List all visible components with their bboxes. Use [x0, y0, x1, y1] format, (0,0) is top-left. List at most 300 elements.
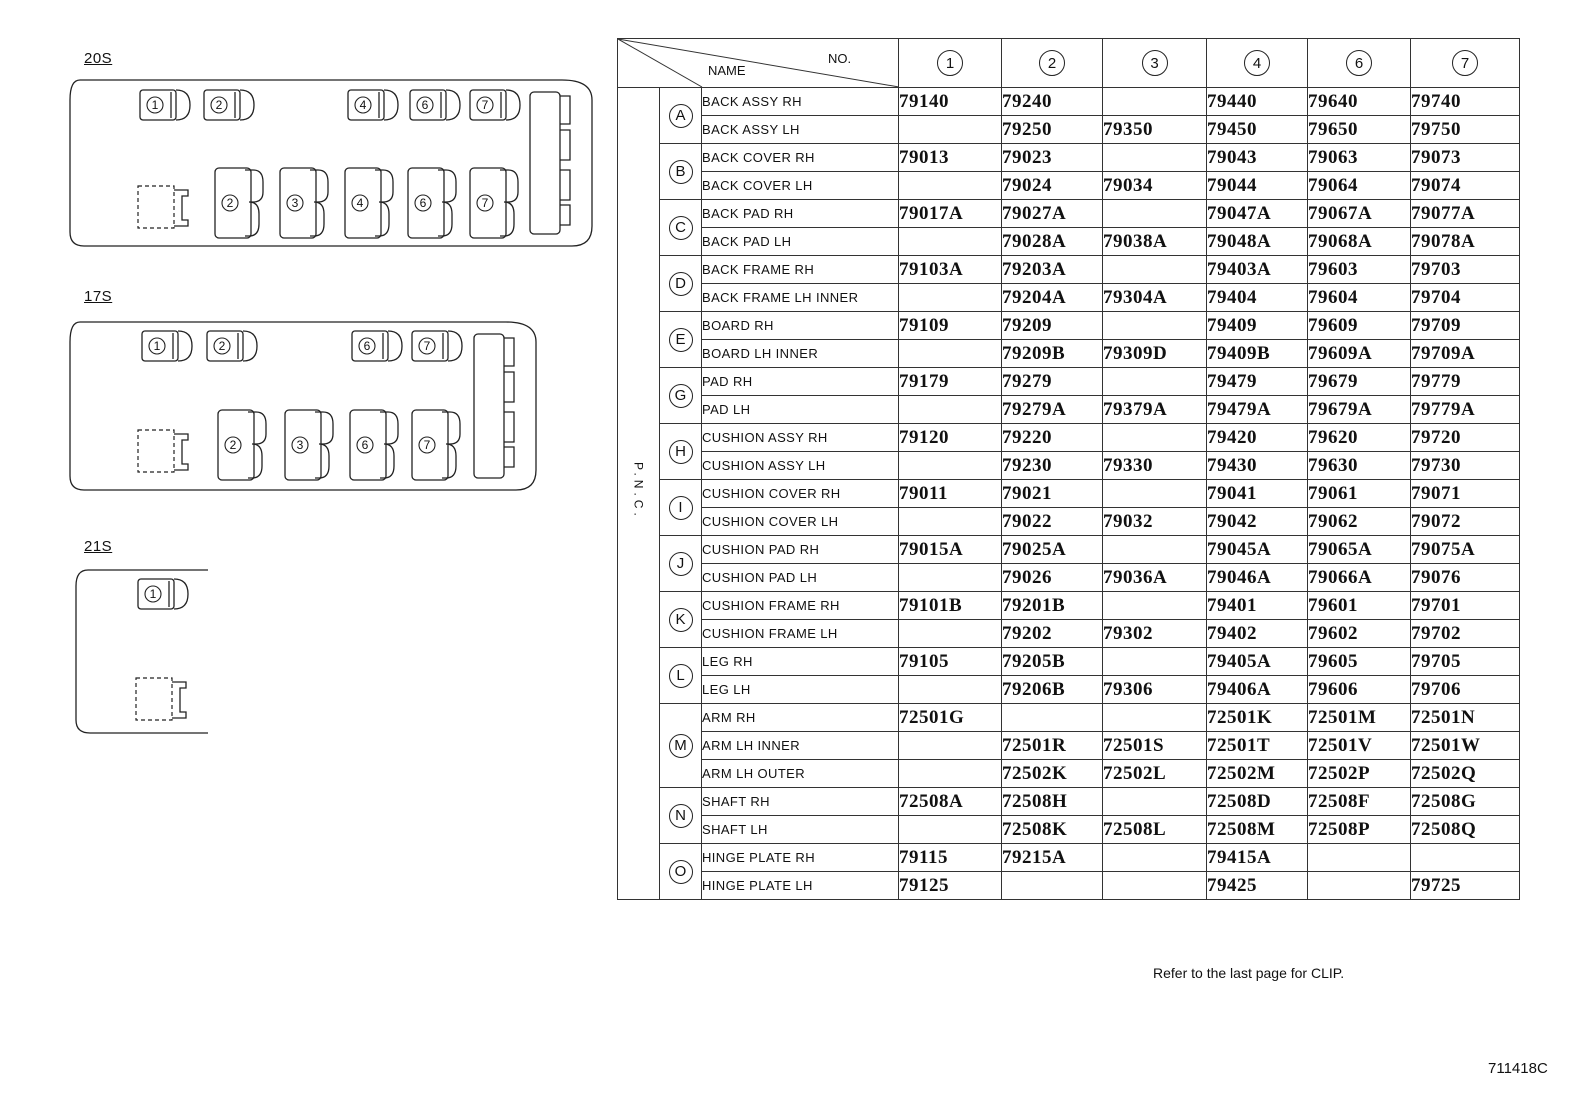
- part-code: [1103, 788, 1207, 816]
- table-row: [618, 536, 1520, 564]
- part-name: PAD LH: [702, 396, 899, 424]
- part-code: 72508K: [1002, 816, 1103, 844]
- seat-back-outline: [243, 331, 257, 361]
- part-code: 79066A: [1308, 564, 1411, 592]
- part-code: 79034: [1103, 172, 1207, 200]
- part-code: 79063: [1308, 144, 1411, 172]
- part-code: 79025A: [1002, 536, 1103, 564]
- group-letter-badge: J: [669, 552, 693, 576]
- part-code: 72508L: [1103, 816, 1207, 844]
- group-letter-badge: O: [669, 860, 693, 884]
- group-letter-cell: [660, 424, 702, 480]
- driver-seat-outline: [136, 678, 172, 720]
- part-code: 79013: [899, 144, 1002, 172]
- table-row: [618, 676, 1520, 704]
- part-code: [899, 620, 1002, 648]
- part-code: 79109: [899, 312, 1002, 340]
- part-code: 79205B: [1002, 648, 1103, 676]
- part-code: 79630: [1308, 452, 1411, 480]
- part-code: 79330: [1103, 452, 1207, 480]
- part-code: 79032: [1103, 508, 1207, 536]
- column-header-6: [1308, 39, 1411, 88]
- part-code: 72501N: [1411, 704, 1520, 732]
- part-code: 72501W: [1411, 732, 1520, 760]
- part-code: 79302: [1103, 620, 1207, 648]
- group-letter-badge: G: [669, 384, 693, 408]
- column-number-badge: 2: [1039, 50, 1065, 76]
- seat-number: 2: [226, 196, 234, 210]
- seat-number: 4: [359, 98, 367, 112]
- part-name: HINGE PLATE RH: [702, 844, 899, 872]
- column-number-badge: 4: [1244, 50, 1270, 76]
- part-code: 79779: [1411, 368, 1520, 396]
- part-code: 72502Q: [1411, 760, 1520, 788]
- table-row: [618, 844, 1520, 872]
- part-name: CUSHION PAD LH: [702, 564, 899, 592]
- part-code: [899, 452, 1002, 480]
- part-code: 72501T: [1207, 732, 1308, 760]
- group-letter-cell: [660, 536, 702, 592]
- seat-number: 7: [423, 339, 431, 353]
- part-code: 79604: [1308, 284, 1411, 312]
- part-code: 79078A: [1411, 228, 1520, 256]
- layout-label-20s: 20S: [84, 50, 113, 67]
- table-row: [618, 312, 1520, 340]
- group-letter-cell: [660, 312, 702, 368]
- part-code: 79043: [1207, 144, 1308, 172]
- part-code: 79425: [1207, 872, 1308, 900]
- part-code: 79202: [1002, 620, 1103, 648]
- part-code: [1103, 704, 1207, 732]
- bus-body-outline: [70, 322, 536, 490]
- group-letter-badge: L: [669, 664, 693, 688]
- drawing-number: 711418C: [1488, 1060, 1548, 1077]
- part-code: 79401: [1207, 592, 1308, 620]
- part-name: PAD RH: [702, 368, 899, 396]
- part-code: [1103, 368, 1207, 396]
- seat-back-outline: [442, 412, 460, 478]
- part-code: 79403A: [1207, 256, 1308, 284]
- part-code: [1103, 256, 1207, 284]
- table-row: [618, 760, 1520, 788]
- part-code: 72508Q: [1411, 816, 1520, 844]
- part-code: 79015A: [899, 536, 1002, 564]
- table-row: [618, 452, 1520, 480]
- part-code: 79603: [1308, 256, 1411, 284]
- bus-diagram-20s: [70, 80, 592, 246]
- part-code: [1103, 536, 1207, 564]
- part-name: BACK FRAME LH INNER: [702, 284, 899, 312]
- part-code: [1002, 872, 1103, 900]
- part-name: CUSHION PAD RH: [702, 536, 899, 564]
- part-name: BOARD LH INNER: [702, 340, 899, 368]
- seating-diagrams: [0, 0, 620, 760]
- part-code: 79017A: [899, 200, 1002, 228]
- seat-back-outline: [438, 170, 456, 236]
- part-code: 72502P: [1308, 760, 1411, 788]
- part-code: 79140: [899, 88, 1002, 116]
- table-body: [618, 88, 1520, 900]
- table-row: [618, 396, 1520, 424]
- part-code: 79230: [1002, 452, 1103, 480]
- part-code: 79026: [1002, 564, 1103, 592]
- part-code: 79240: [1002, 88, 1103, 116]
- rear-bench-outline: [474, 334, 504, 478]
- part-code: 79709A: [1411, 340, 1520, 368]
- part-code: [899, 816, 1002, 844]
- part-name: CUSHION ASSY RH: [702, 424, 899, 452]
- part-code: 79279A: [1002, 396, 1103, 424]
- part-code: 79215A: [1002, 844, 1103, 872]
- header-diagonal-lines: [618, 39, 899, 87]
- part-name: LEG LH: [702, 676, 899, 704]
- part-code: 79047A: [1207, 200, 1308, 228]
- part-code: 72508D: [1207, 788, 1308, 816]
- part-code: [1103, 144, 1207, 172]
- part-code: 72502K: [1002, 760, 1103, 788]
- group-letter-cell: [660, 704, 702, 788]
- part-name: CUSHION COVER LH: [702, 508, 899, 536]
- group-letter-badge: D: [669, 272, 693, 296]
- table-row: [618, 368, 1520, 396]
- seat-back-outline: [315, 412, 333, 478]
- column-number-badge: 6: [1346, 50, 1372, 76]
- part-code: 79379A: [1103, 396, 1207, 424]
- part-code: [1308, 844, 1411, 872]
- pnc-label: P.N.C.: [631, 462, 646, 520]
- seat-back-outline: [174, 579, 188, 609]
- part-code: 72501G: [899, 704, 1002, 732]
- seat-number: 6: [421, 98, 429, 112]
- group-letter-badge: K: [669, 608, 693, 632]
- part-name: CUSHION FRAME RH: [702, 592, 899, 620]
- table-row: [618, 732, 1520, 760]
- seat-number: 2: [218, 339, 226, 353]
- part-code: [1308, 872, 1411, 900]
- seat-back-outline: [375, 170, 393, 236]
- part-code: 79703: [1411, 256, 1520, 284]
- part-code: [899, 508, 1002, 536]
- part-code: 72508G: [1411, 788, 1520, 816]
- part-code: 79048A: [1207, 228, 1308, 256]
- part-code: 79075A: [1411, 536, 1520, 564]
- table-row: [618, 648, 1520, 676]
- part-code: 72508M: [1207, 816, 1308, 844]
- part-code: 79074: [1411, 172, 1520, 200]
- part-name: BACK ASSY RH: [702, 88, 899, 116]
- table-row: [618, 620, 1520, 648]
- part-code: 79101B: [899, 592, 1002, 620]
- part-code: 79011: [899, 480, 1002, 508]
- table-row: [618, 480, 1520, 508]
- header-no-label: NO.: [828, 51, 852, 66]
- part-code: 79725: [1411, 872, 1520, 900]
- part-code: 72501V: [1308, 732, 1411, 760]
- seat-back-outline: [448, 331, 462, 361]
- part-code: 72508F: [1308, 788, 1411, 816]
- part-code: 79201B: [1002, 592, 1103, 620]
- part-code: 72501R: [1002, 732, 1103, 760]
- table-row: [618, 284, 1520, 312]
- part-code: 79125: [899, 872, 1002, 900]
- seat-number: 7: [423, 438, 431, 452]
- part-code: 79067A: [1308, 200, 1411, 228]
- seat-number: 3: [291, 196, 299, 210]
- part-code: 72501M: [1308, 704, 1411, 732]
- part-code: [1103, 592, 1207, 620]
- group-letter-cell: [660, 88, 702, 144]
- part-code: 79045A: [1207, 536, 1308, 564]
- part-code: 79024: [1002, 172, 1103, 200]
- part-code: 79038A: [1103, 228, 1207, 256]
- bus-diagram-21s: [76, 570, 208, 733]
- layout-label-21s: 21S: [84, 538, 113, 555]
- group-letter-cell: [660, 200, 702, 256]
- part-code: 79115: [899, 844, 1002, 872]
- part-code: [1002, 704, 1103, 732]
- seat-back-outline: [380, 412, 398, 478]
- part-code: 79179: [899, 368, 1002, 396]
- part-code: [1411, 844, 1520, 872]
- part-code: 79061: [1308, 480, 1411, 508]
- group-letter-badge: A: [669, 104, 693, 128]
- table-row: [618, 424, 1520, 452]
- part-code: 72508H: [1002, 788, 1103, 816]
- table-row: [618, 564, 1520, 592]
- table-row: [618, 340, 1520, 368]
- part-code: 79740: [1411, 88, 1520, 116]
- part-code: [1103, 200, 1207, 228]
- part-code: 79679: [1308, 368, 1411, 396]
- part-code: 72502L: [1103, 760, 1207, 788]
- column-header-3: [1103, 39, 1207, 88]
- header-name-no-cell: [618, 39, 899, 88]
- group-letter-badge: M: [669, 734, 693, 758]
- part-code: 72501S: [1103, 732, 1207, 760]
- seat-number: 6: [419, 196, 427, 210]
- seat-back-outline: [178, 331, 192, 361]
- table-row: [618, 872, 1520, 900]
- part-code: 79206B: [1002, 676, 1103, 704]
- group-letter-cell: [660, 592, 702, 648]
- part-code: 79350: [1103, 116, 1207, 144]
- part-code: 79023: [1002, 144, 1103, 172]
- column-number-badge: 1: [937, 50, 963, 76]
- part-code: 79709: [1411, 312, 1520, 340]
- group-letter-cell: [660, 480, 702, 536]
- table-row: [618, 704, 1520, 732]
- part-name: BOARD RH: [702, 312, 899, 340]
- part-code: 79041: [1207, 480, 1308, 508]
- group-letter-badge: I: [669, 496, 693, 520]
- part-code: 79120: [899, 424, 1002, 452]
- part-code: 79430: [1207, 452, 1308, 480]
- part-code: 79609: [1308, 312, 1411, 340]
- seat-number: 6: [361, 438, 369, 452]
- part-code: [899, 396, 1002, 424]
- table-row: [618, 172, 1520, 200]
- part-code: 79062: [1308, 508, 1411, 536]
- table-row: [618, 88, 1520, 116]
- part-code: 79602: [1308, 620, 1411, 648]
- part-code: 79601: [1308, 592, 1411, 620]
- part-code: 72501K: [1207, 704, 1308, 732]
- part-code: 79220: [1002, 424, 1103, 452]
- part-code: 79071: [1411, 480, 1520, 508]
- seat-number: 2: [215, 98, 223, 112]
- part-code: 79072: [1411, 508, 1520, 536]
- part-code: 79415A: [1207, 844, 1308, 872]
- part-code: 79036A: [1103, 564, 1207, 592]
- part-code: 79042: [1207, 508, 1308, 536]
- seat-back-outline: [446, 90, 460, 120]
- table-row: [618, 816, 1520, 844]
- table-row: [618, 228, 1520, 256]
- column-number-badge: 3: [1142, 50, 1168, 76]
- part-code: 79779A: [1411, 396, 1520, 424]
- part-code: 79750: [1411, 116, 1520, 144]
- part-code: [1103, 424, 1207, 452]
- part-code: 79730: [1411, 452, 1520, 480]
- part-code: 79203A: [1002, 256, 1103, 284]
- part-code: [899, 732, 1002, 760]
- part-code: 79405A: [1207, 648, 1308, 676]
- part-name: ARM RH: [702, 704, 899, 732]
- part-code: 79304A: [1103, 284, 1207, 312]
- group-letter-cell: [660, 144, 702, 200]
- group-letter-cell: [660, 368, 702, 424]
- part-code: 79609A: [1308, 340, 1411, 368]
- part-name: ARM LH INNER: [702, 732, 899, 760]
- part-code: [899, 760, 1002, 788]
- part-name: BACK PAD LH: [702, 228, 899, 256]
- part-code: 79209B: [1002, 340, 1103, 368]
- column-header-7: [1411, 39, 1520, 88]
- part-code: 79028A: [1002, 228, 1103, 256]
- table-row: [618, 116, 1520, 144]
- column-header-2: [1002, 39, 1103, 88]
- part-code: 72508P: [1308, 816, 1411, 844]
- part-code: [899, 228, 1002, 256]
- part-code: 79044: [1207, 172, 1308, 200]
- part-code: 79021: [1002, 480, 1103, 508]
- table-row: [618, 200, 1520, 228]
- part-code: 79209: [1002, 312, 1103, 340]
- table-row: [618, 592, 1520, 620]
- part-code: 79046A: [1207, 564, 1308, 592]
- part-name: SHAFT LH: [702, 816, 899, 844]
- table-row: [618, 508, 1520, 536]
- table-header-row: [618, 39, 1520, 88]
- part-code: 79450: [1207, 116, 1308, 144]
- seat-number: 1: [153, 339, 161, 353]
- table-row: [618, 144, 1520, 172]
- driver-seat-outline: [138, 430, 174, 472]
- part-code: [1103, 480, 1207, 508]
- seat-back-outline: [388, 331, 402, 361]
- part-code: [1103, 648, 1207, 676]
- part-code: 79064: [1308, 172, 1411, 200]
- seat-back-outline: [248, 412, 266, 478]
- part-name: CUSHION ASSY LH: [702, 452, 899, 480]
- seat-back-outline: [310, 170, 328, 236]
- seat-back-outline: [240, 90, 254, 120]
- part-code: 79068A: [1308, 228, 1411, 256]
- part-code: 79022: [1002, 508, 1103, 536]
- part-code: [899, 284, 1002, 312]
- part-code: [899, 116, 1002, 144]
- part-code: 79679A: [1308, 396, 1411, 424]
- group-letter-cell: [660, 648, 702, 704]
- part-name: ARM LH OUTER: [702, 760, 899, 788]
- part-name: BACK COVER RH: [702, 144, 899, 172]
- part-code: 79705: [1411, 648, 1520, 676]
- part-code: [1103, 88, 1207, 116]
- group-letter-badge: C: [669, 216, 693, 240]
- column-header-4: [1207, 39, 1308, 88]
- part-code: 79409: [1207, 312, 1308, 340]
- seat-number: 7: [481, 98, 489, 112]
- group-letter-cell: [660, 256, 702, 312]
- rear-bench-backs: [560, 96, 570, 225]
- seat-number: 1: [151, 98, 159, 112]
- part-code: 79076: [1411, 564, 1520, 592]
- part-code: 79640: [1308, 88, 1411, 116]
- group-letter-cell: [660, 788, 702, 844]
- seat-back-outline: [500, 170, 518, 236]
- part-name: BACK ASSY LH: [702, 116, 899, 144]
- part-code: [899, 564, 1002, 592]
- part-code: 72502M: [1207, 760, 1308, 788]
- column-header-1: [899, 39, 1002, 88]
- part-code: 79404: [1207, 284, 1308, 312]
- part-code: 79720: [1411, 424, 1520, 452]
- part-code: 79605: [1308, 648, 1411, 676]
- seat-number: 2: [229, 438, 237, 452]
- part-name: BACK FRAME RH: [702, 256, 899, 284]
- rear-bench-backs: [504, 338, 514, 467]
- part-code: 79279: [1002, 368, 1103, 396]
- part-code: 79409B: [1207, 340, 1308, 368]
- part-code: 79103A: [899, 256, 1002, 284]
- table-row: [618, 788, 1520, 816]
- driver-seat-outline: [138, 186, 174, 228]
- part-code: 79073: [1411, 144, 1520, 172]
- part-name: LEG RH: [702, 648, 899, 676]
- rear-bench-outline: [530, 92, 560, 234]
- part-name: SHAFT RH: [702, 788, 899, 816]
- driver-seat-back: [172, 682, 186, 718]
- part-code: [899, 172, 1002, 200]
- part-code: 79065A: [1308, 536, 1411, 564]
- seat-back-outline: [384, 90, 398, 120]
- column-number-badge: 7: [1452, 50, 1478, 76]
- part-code: 79402: [1207, 620, 1308, 648]
- seat-number: 6: [363, 339, 371, 353]
- driver-seat-back: [174, 190, 188, 226]
- bus-diagram-17s: [70, 322, 536, 490]
- part-code: 79704: [1411, 284, 1520, 312]
- part-name: BACK COVER LH: [702, 172, 899, 200]
- pnc-column: [618, 88, 660, 900]
- part-code: 79606: [1308, 676, 1411, 704]
- group-letter-badge: E: [669, 328, 693, 352]
- group-letter-badge: N: [669, 804, 693, 828]
- part-code: 79105: [899, 648, 1002, 676]
- part-code: 72508A: [899, 788, 1002, 816]
- group-letter-badge: B: [669, 160, 693, 184]
- part-code: 79077A: [1411, 200, 1520, 228]
